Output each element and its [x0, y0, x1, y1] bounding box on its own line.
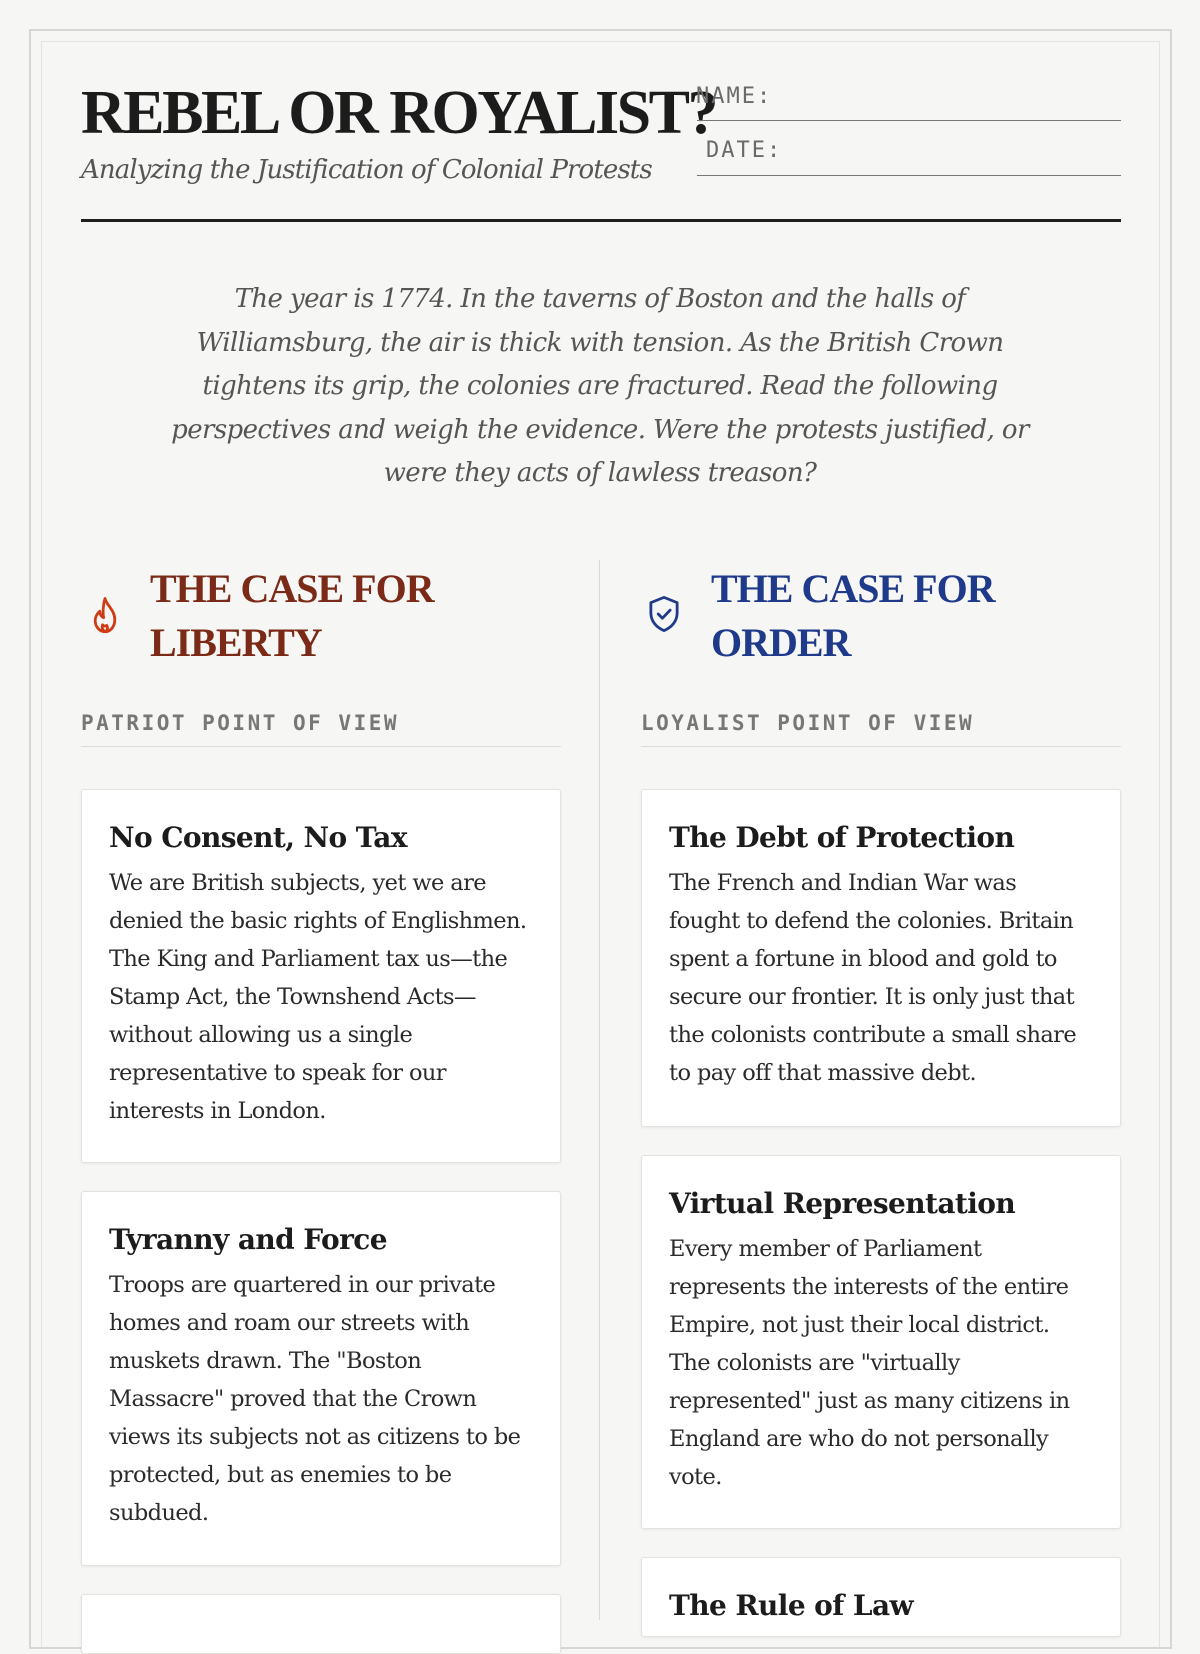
date-field[interactable]: [697, 175, 1121, 176]
patriot-card-next: [81, 1594, 561, 1654]
patriot-card-consent: [81, 789, 561, 1163]
card-title: No Consent, No Tax: [109, 821, 407, 854]
name-field[interactable]: [697, 120, 1121, 121]
loyalist-pov-label: LOYALIST POINT OF VIEW: [641, 711, 1121, 747]
card-body: Every member of Parliament represents the interests of the entire Empire, not just their local district. The colonists are "virtually represented" just as many citizens in England are who do not personally vote.: [669, 1236, 1070, 1490]
flame-icon: [84, 595, 126, 637]
card-body: Troops are quartered in our private homes and roam our streets with muskets drawn. The "Boston Massacre" proved that the Crown views its subjects not as citizens to be protected, but as enemies to be subdued.: [109, 1272, 521, 1526]
shield-check-icon: [643, 593, 685, 635]
card-title: The Rule of Law: [669, 1589, 913, 1622]
card-body: The French and Indian War was fought to defend the colonies. Britain spent a fortune in blood and gold to secure our frontier. It is only just that the colonists contribute a small share to pay off that massive debt.: [669, 870, 1077, 1086]
card-body: We are British subjects, yet we are denied the basic rights of Englishmen. The King and Parliament tax us—the Stamp Act, the Townshend Acts—without allowing us a single representative to speak for our interests in London.: [109, 870, 527, 1124]
loyalist-section-title: THE CASE FOR ORDER: [711, 566, 995, 665]
patriot-card-tyranny: [81, 1191, 561, 1566]
worksheet-subtitle: Analyzing the Justification of Colonial Protests: [81, 155, 652, 185]
column-divider: [599, 560, 600, 1620]
header-divider: [81, 219, 1121, 222]
name-label: NAME:: [696, 84, 773, 109]
date-label: DATE:: [706, 138, 783, 163]
card-title: The Debt of Protection: [669, 821, 1015, 854]
loyalist-card-debt: [641, 789, 1121, 1127]
intro-paragraph: The year is 1774. In the taverns of Boston and the halls of Williamsburg, the air is thick with tension. As the British Crown tightens its grip, the colonies are fractured. Read the following perspectives and weigh the evidence. Were the protests justified, or were they acts of lawless treason?: [171, 284, 1029, 488]
patriot-section-title: THE CASE FOR LIBERTY: [150, 566, 434, 665]
worksheet-title: REBEL OR ROYALIST?: [81, 79, 716, 147]
loyalist-card-representation: [641, 1155, 1121, 1529]
patriot-pov-label: PATRIOT POINT OF VIEW: [81, 711, 561, 747]
loyalist-card-rule-of-law: [641, 1557, 1121, 1637]
card-title: Tyranny and Force: [109, 1223, 387, 1256]
card-title: Virtual Representation: [669, 1187, 1016, 1220]
